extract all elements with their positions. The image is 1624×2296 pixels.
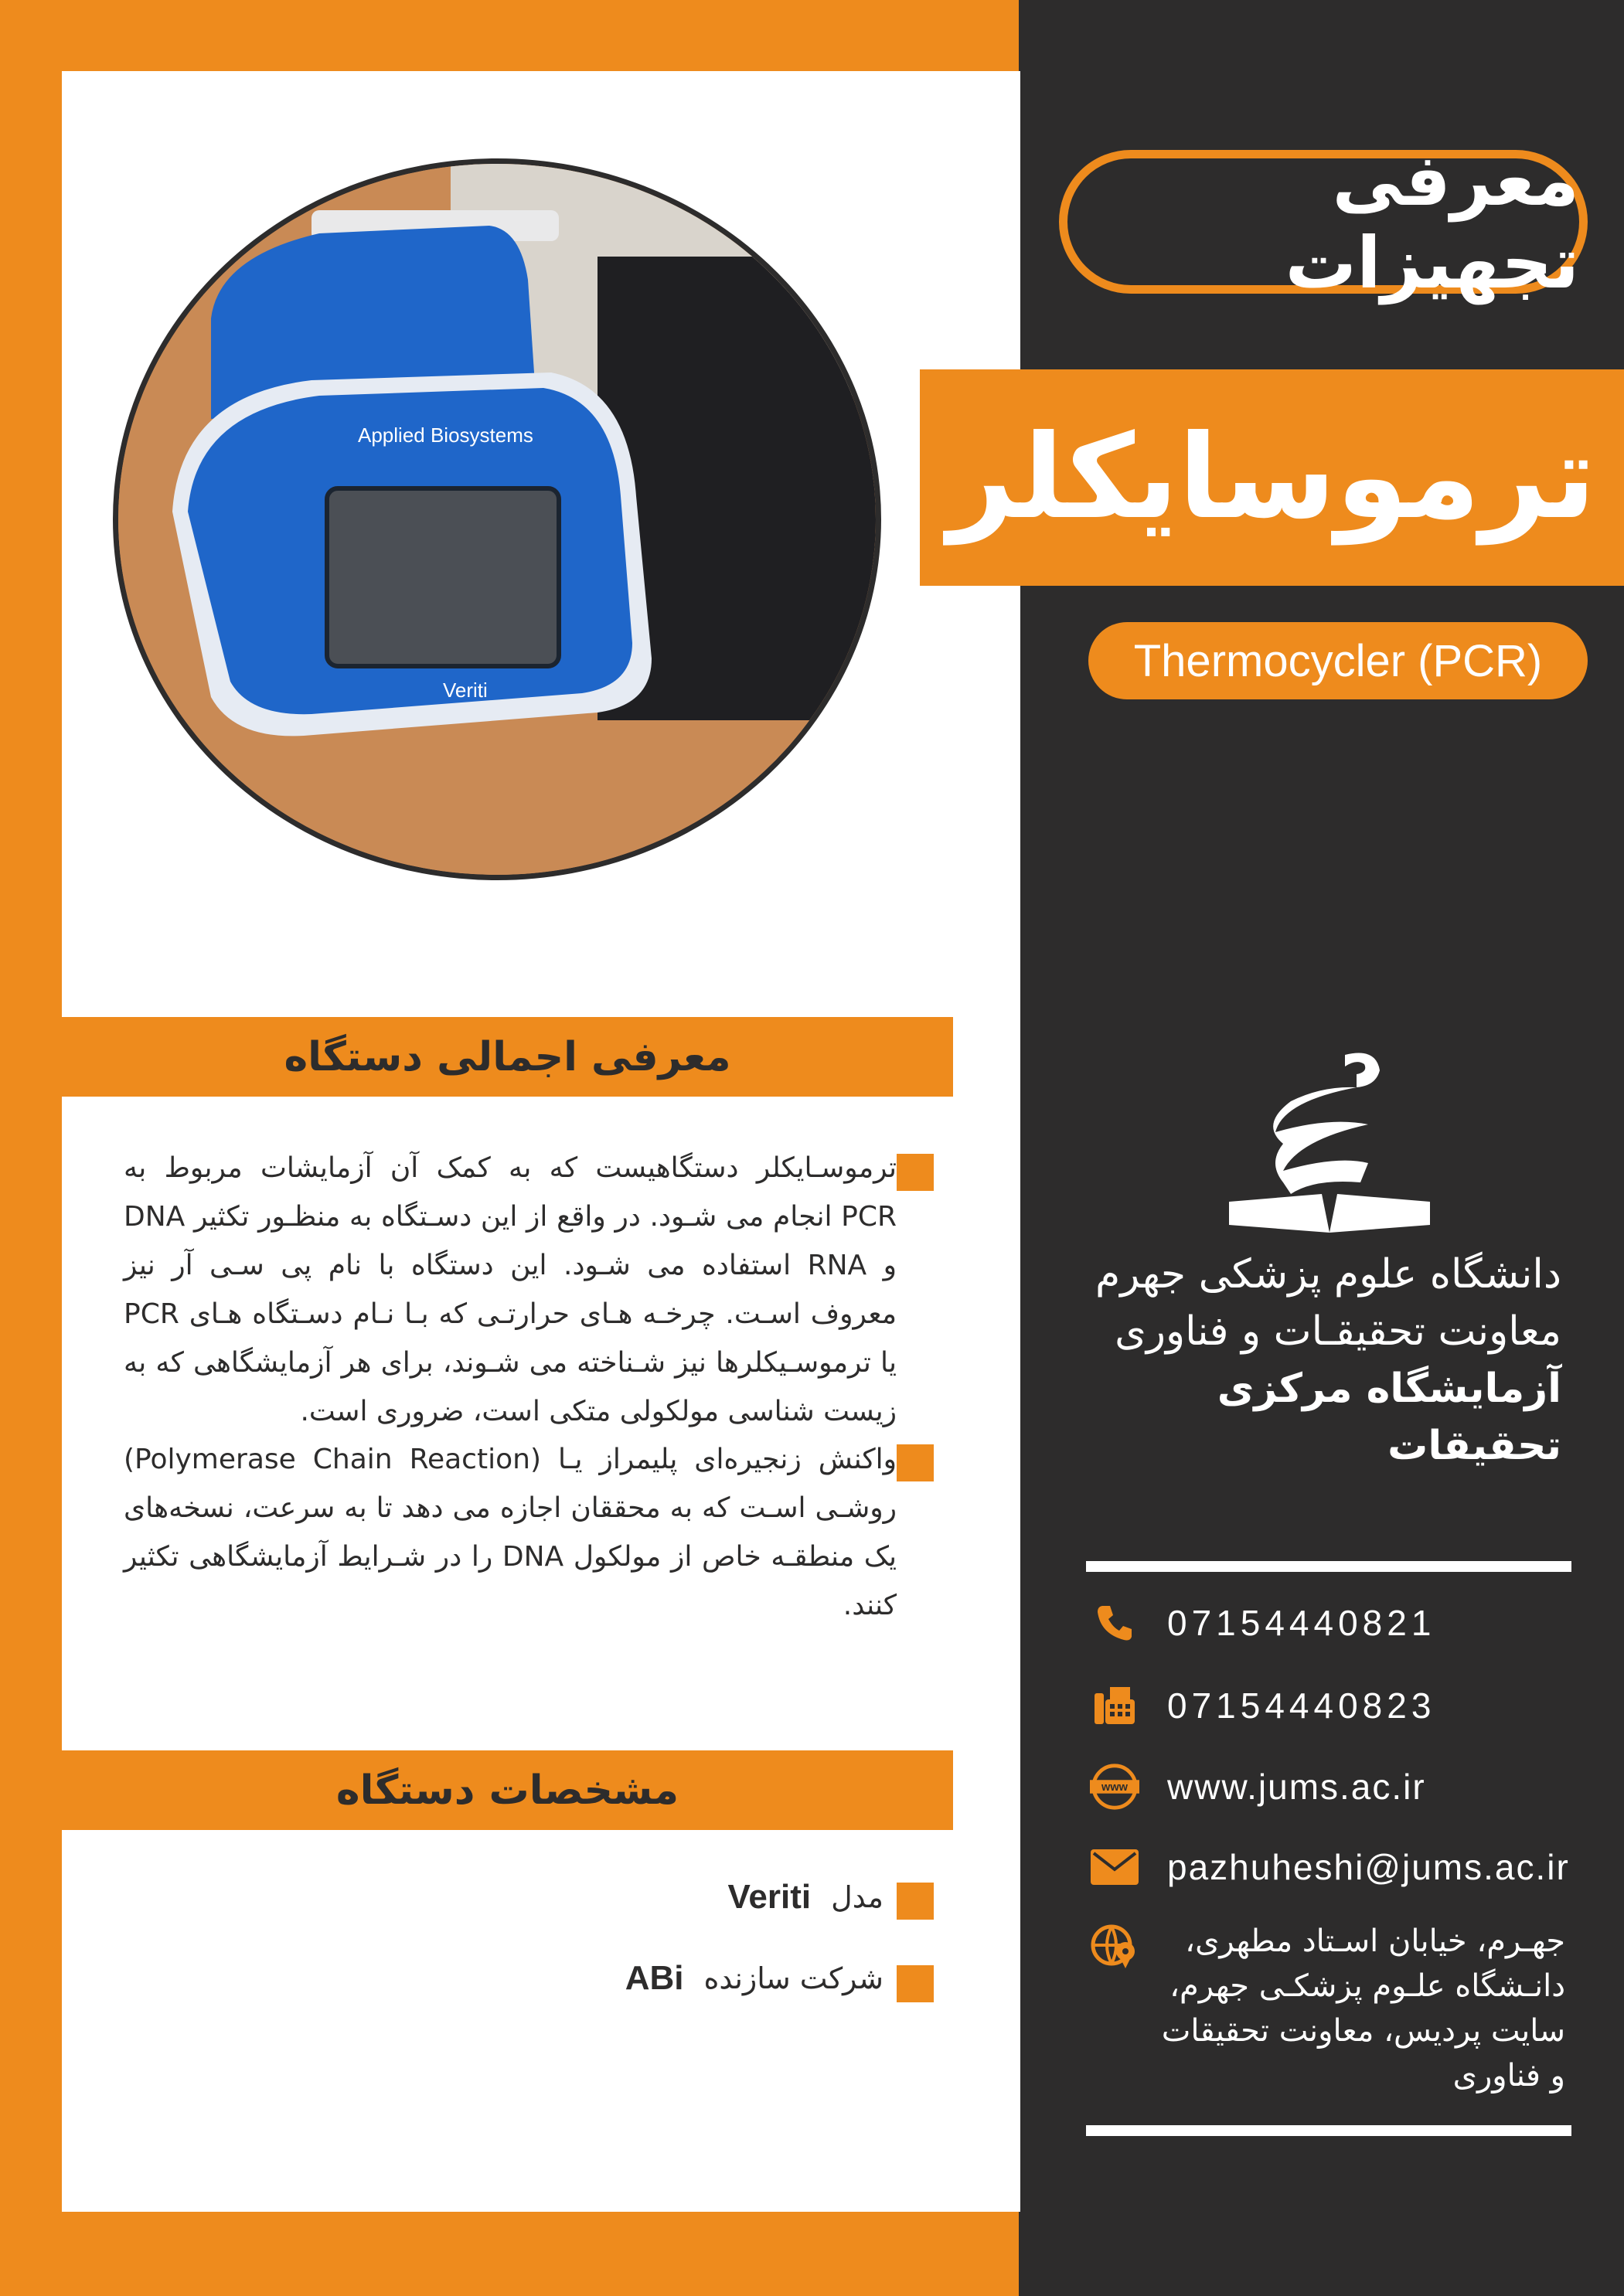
thermocycler-illustration: [118, 164, 876, 875]
university-logo: [1221, 1039, 1438, 1248]
bottom-strip: [62, 2212, 1019, 2296]
address-text: جهـرم، خیابان اسـتاد مطهری، دانـشگاه علـوم پزشکـی جهرم، سایت پردیس، معاونت تحقیقات و فناوری: [1161, 1924, 1565, 2094]
spec-model-label: مدل: [831, 1880, 883, 1914]
contact-fax: [1090, 1681, 1435, 1730]
spec-model-value: Veriti: [727, 1878, 812, 1916]
title-band: [920, 369, 1624, 586]
specs-heading-bar: [62, 1750, 953, 1830]
phone-number[interactable]: 07154440821: [1167, 1603, 1436, 1643]
category-badge-label: معرفی تجهیزات: [1285, 139, 1579, 304]
website-link[interactable]: www.jums.ac.ir: [1167, 1767, 1426, 1807]
intro-paragraph-2: واکنش زنجیره‌ای پلیمراز یـا (Polymerase Chain Reaction) روشـی اسـت که به محققان اجازه می دهد تا به سرعت، نسخه‌های یک منطقـه خاص از مولکول DNA را در شـرایط آزمایشگاهی تکثیر کنند.: [124, 1444, 897, 1621]
spec-model: [727, 1878, 883, 1917]
intro-paragraph-1: ترموسـایکلر دستگاهیست که به کمک آن آزمایشات مربوط به PCR انجام می شـود. در واقع از این دسـتگاه به منظـور تکثیر DNA و RNA استفاده می شـود. این دستگاه با نام پی سـی آر نیز معروف اسـت. چرخـه هـای حرارتـی که بـا نـام دسـتگاه هـای PCR یا ترموسـیکلرها نیز شـناخته می شـوند، برای هر آزمایشگاهی که به زیست شناسی مولکولی متکی است، ضروری است.: [124, 1152, 897, 1427]
university-name: دانشگاه علوم پزشکی جهرم: [1095, 1251, 1561, 1298]
specs-heading: مشخصات دستگاه: [335, 1767, 679, 1814]
bullet-icon: [897, 1154, 934, 1191]
spec-manufacturer: [625, 1959, 883, 1998]
intro-heading-bar: [62, 1017, 953, 1097]
page-subtitle: Thermocycler (PCR): [1133, 635, 1543, 686]
svg-text:www: www: [1101, 1781, 1128, 1794]
spec-manufacturer-label: شرکت سازنده: [703, 1961, 883, 1995]
university-deputy: معاونت تحقیقـات و فناوری: [1115, 1308, 1561, 1355]
contact-phone: [1090, 1598, 1435, 1648]
bullet-icon: [897, 1444, 934, 1481]
fax-icon: [1090, 1681, 1139, 1730]
spec-manufacturer-value: ABi: [625, 1959, 684, 1997]
category-badge: [1059, 139, 1588, 304]
subtitle-pill: [1088, 622, 1588, 699]
contact-email: [1090, 1842, 1570, 1892]
central-lab-name: آزمایشگاه مرکزی تحقیقات: [1217, 1366, 1561, 1469]
university-block: [1059, 1246, 1561, 1475]
contact-web: [1090, 1762, 1426, 1811]
intro-heading: معرفی اجمالی دستگاه: [284, 1033, 731, 1080]
divider: [1086, 1561, 1571, 1572]
fax-number[interactable]: 07154440823: [1167, 1685, 1436, 1726]
globe-location-icon: [1090, 1920, 1139, 1970]
divider: [1086, 2125, 1571, 2136]
bullet-icon: [897, 1883, 934, 1920]
envelope-icon: [1090, 1842, 1139, 1892]
email-link[interactable]: pazhuheshi@jums.ac.ir: [1167, 1847, 1570, 1887]
brand-text: Applied Biosystems: [358, 423, 533, 447]
contact-address-icon: [1090, 1920, 1139, 1970]
phone-icon: [1090, 1598, 1139, 1648]
device-photo: [113, 158, 881, 880]
page-title: ترموسایکلر: [948, 410, 1596, 545]
globe-www-icon: [1090, 1762, 1139, 1811]
model-text: Veriti: [443, 679, 488, 702]
bullet-icon: [897, 1965, 934, 2002]
